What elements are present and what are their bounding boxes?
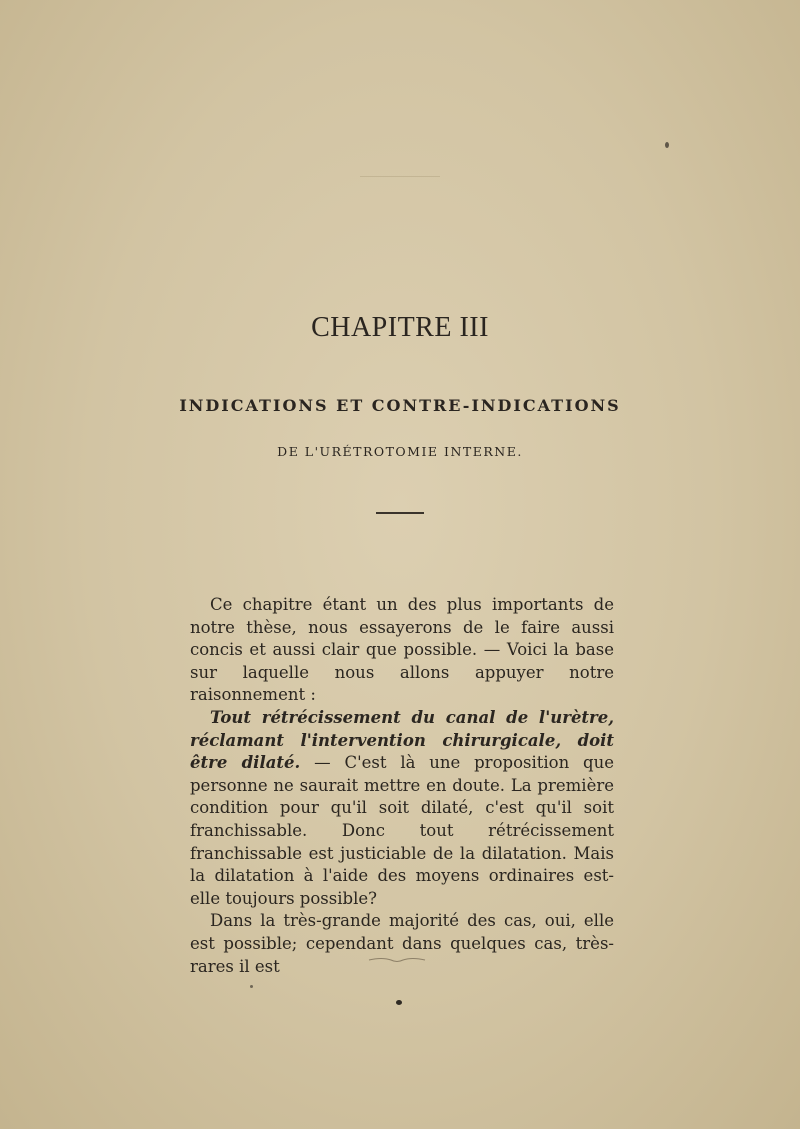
body-text (190, 594, 614, 978)
paragraph-1: Ce chapitre étant un des plus importants de notre thèse, nous essayerons de le faire aussi concis et aussi clair que possible. — Voici la base sur laquelle nous allons appuyer notre raisonnement : (190, 595, 614, 705)
header-rule (360, 176, 440, 177)
section-subtitle: DE L'URÉTROTOMIE INTERNE. (277, 444, 523, 459)
paragraph-2 (190, 707, 614, 910)
ink-speck (665, 142, 669, 148)
paragraph-3: Dans la très-grande majorité des cas, oui, elle est possible; cependant dans quelques cas, très-rares il est (190, 911, 614, 976)
ink-speck (396, 1000, 402, 1005)
paragraph-2-italic: Tout rétrécissement du canal de l'urètre, réclamant l'intervention chirurgicale, doit être dilaté. (190, 707, 614, 773)
section-title: INDICATIONS ET CONTRE-INDICATIONS (179, 396, 621, 415)
ink-speck (250, 985, 253, 988)
footer-ornament-icon (367, 955, 427, 965)
divider-rule (376, 512, 424, 514)
paragraph-2-rest: — C'est là une proposition que personne ne saurait mettre en doute. La première condition pour qu'il soit dilaté, c'est qu'il soit franchissable. Donc tout rétrécissement franchissable est justiciable de la dilatation. Mais la dilatation à l'aide des moyens ordinaires est-elle toujours possible? (190, 753, 615, 908)
chapter-title: CHAPITRE III (311, 312, 489, 343)
